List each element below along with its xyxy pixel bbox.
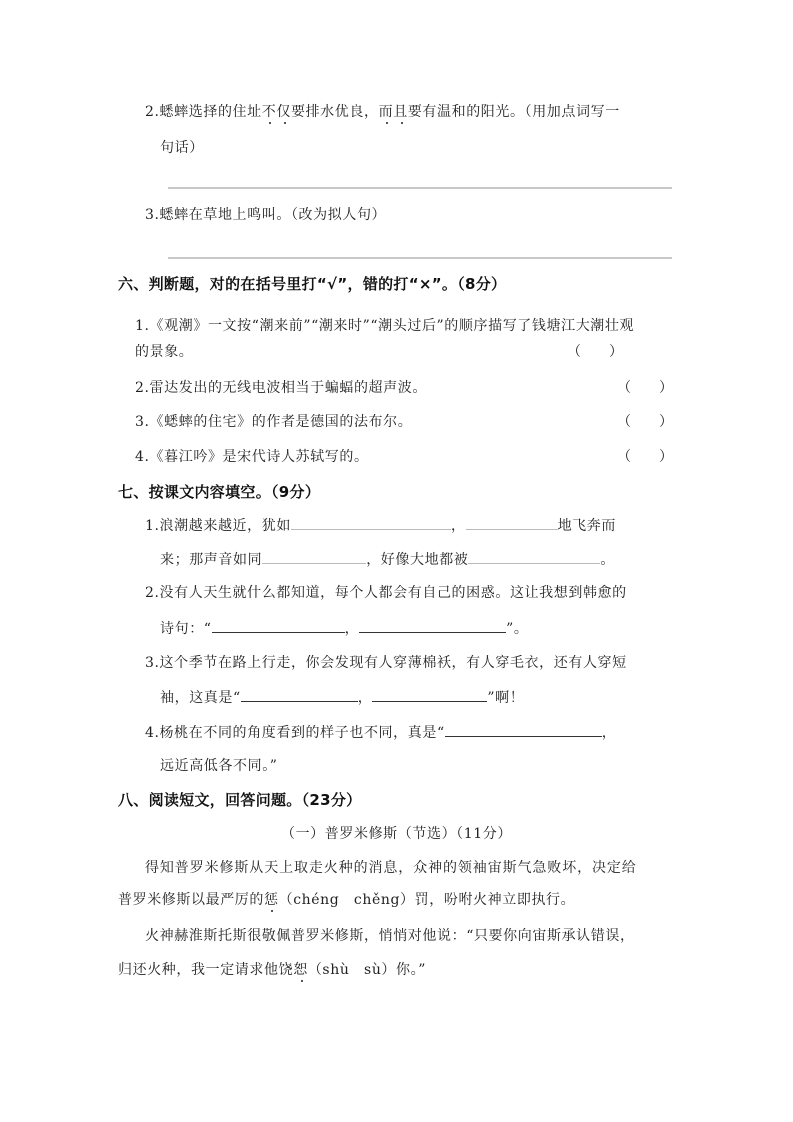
fill-item-2: 2.没有人天生就什么都知道，每个人都会有自己的困惑。这让我想到韩愈的 xyxy=(145,585,627,601)
text: （chéng chěng）罚，吩咐火神立即执行。 xyxy=(278,892,576,908)
text: 。 xyxy=(600,552,616,568)
text: 1.浪潮越来越近，犹如 xyxy=(145,518,291,534)
fill-item-3-cont xyxy=(160,687,524,708)
question-5-3: 3.蟋蟀在草地上鸣叫。（改为拟人句） xyxy=(145,207,387,223)
fill-blank[interactable] xyxy=(466,515,558,530)
text: 袖，这真是“ xyxy=(160,690,241,706)
passage-paragraph-2: 火神赫淮斯托斯很敬佩普罗米修斯，悄悄对他说：“只要你向宙斯承认错误， xyxy=(145,928,635,944)
passage-title: （一）普罗米修斯（节选）（11分） xyxy=(280,826,512,842)
judge-item-1: 1.《观潮》一文按“潮来前”“潮来时”“潮头过后”的顺序描写了钱塘江大潮壮观 xyxy=(135,318,635,334)
passage-paragraph-2-cont xyxy=(118,960,426,980)
fill-blank[interactable] xyxy=(468,549,600,564)
answer-line[interactable] xyxy=(168,187,672,189)
dotted-char: 仅 xyxy=(276,104,291,120)
answer-line[interactable] xyxy=(168,257,672,259)
dotted-char: 惩 xyxy=(264,892,279,908)
judge-item-1-cont: 的景象。 xyxy=(135,344,194,360)
text: ”。 xyxy=(506,621,529,637)
text: 诗句：“ xyxy=(160,621,212,637)
text: 归还火种，我一定请求他饶 xyxy=(118,962,294,978)
answer-bracket[interactable]: （ ） xyxy=(617,380,673,396)
answer-bracket[interactable]: （ ） xyxy=(567,344,623,360)
fill-item-3: 3.这个季节在路上行走，你会发现有人穿薄棉袄，有人穿毛衣，还有人穿短 xyxy=(145,655,627,671)
text: 要有温和的阳光。（用加点词写一 xyxy=(407,104,620,120)
question-5-2-cont: 句话） xyxy=(160,140,204,156)
answer-bracket[interactable]: （ ） xyxy=(617,449,673,465)
text: 要排水优良， xyxy=(290,104,379,120)
fill-blank[interactable] xyxy=(372,687,487,702)
judge-item-4: 4.《暮江吟》是宋代诗人苏轼写的。 xyxy=(135,449,369,465)
dotted-char: 而 xyxy=(378,104,394,120)
fill-item-1 xyxy=(145,515,616,536)
text: ”啊！ xyxy=(487,690,525,706)
question-5-2 xyxy=(145,102,620,122)
text: 普罗米修斯以最严厉的 xyxy=(118,892,264,908)
text: ， xyxy=(357,690,373,706)
dotted-char: 且 xyxy=(393,104,408,120)
text: 2.蟋蟀选择的住址 xyxy=(145,104,262,120)
dotted-char: 恕 xyxy=(293,962,308,978)
fill-blank[interactable] xyxy=(291,515,451,530)
text: ， xyxy=(601,725,617,741)
section-8-heading: 八、阅读短文，回答问题。（23分） xyxy=(118,791,362,809)
fill-item-4-cont: 远近高低各不同。” xyxy=(160,758,278,774)
dotted-char: 不 xyxy=(261,104,277,120)
fill-blank[interactable] xyxy=(212,618,345,633)
fill-blank[interactable] xyxy=(359,618,506,633)
fill-blank[interactable] xyxy=(241,687,358,702)
fill-item-2-cont xyxy=(160,618,529,639)
text: ， xyxy=(450,518,466,534)
fill-blank[interactable] xyxy=(262,549,366,564)
text: ， xyxy=(344,621,360,637)
text: 来；那声音如同 xyxy=(160,552,263,568)
text: 地飞奔而 xyxy=(557,518,616,534)
fill-item-1-cont xyxy=(160,549,615,570)
section-7-heading: 七、按课文内容填空。（9分） xyxy=(118,483,321,501)
fill-blank[interactable] xyxy=(445,722,602,737)
fill-item-4 xyxy=(145,722,616,743)
passage-paragraph-1: 得知普罗米修斯从天上取走火种的消息，众神的领袖宙斯气急败坏，决定给 xyxy=(145,860,637,876)
text: （shù sù）你。” xyxy=(307,962,426,978)
section-6-heading: 六、判断题，对的在括号里打“√”，错的打“×”。（8分） xyxy=(118,275,507,293)
text: ，好像大地都被 xyxy=(366,552,469,568)
judge-item-3: 3.《蟋蟀的住宅》的作者是德国的法布尔。 xyxy=(135,414,413,430)
passage-paragraph-1-cont xyxy=(118,890,575,910)
judge-item-2: 2.雷达发出的无线电波相当于蝙蝠的超声波。 xyxy=(135,380,427,396)
answer-bracket[interactable]: （ ） xyxy=(617,414,673,430)
text: 4.杨桃在不同的角度看到的样子也不同，真是“ xyxy=(145,725,445,741)
